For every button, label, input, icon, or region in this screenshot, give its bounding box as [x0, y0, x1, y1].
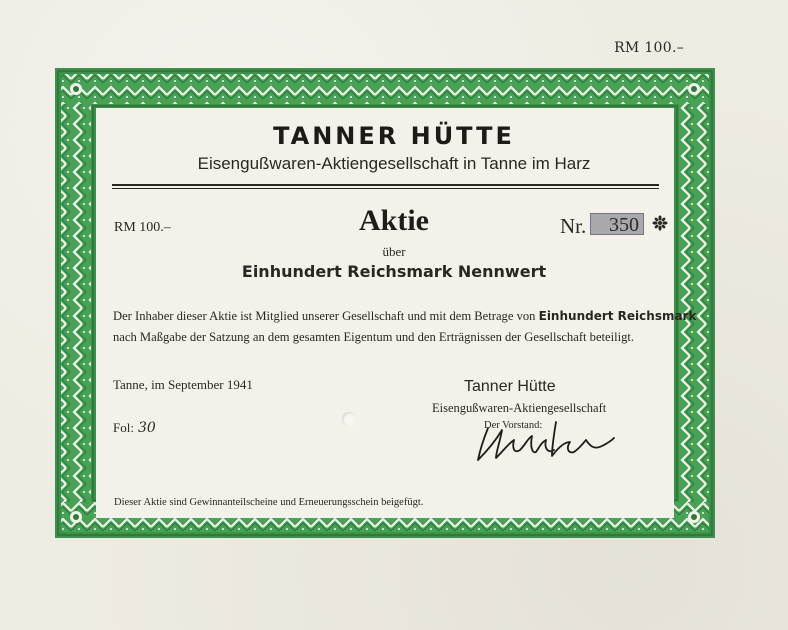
certificate-title: Aktie: [359, 204, 429, 237]
place-date: Tanne, im September 1941: [113, 377, 253, 392]
ueber-text: über: [382, 244, 406, 259]
board-label: Der Vorstand:: [484, 420, 543, 431]
folio-value: 30: [137, 420, 156, 436]
company-subtitle: Eisengußwaren-Aktiengesellschaft in Tanne im Harz: [197, 154, 591, 173]
body-text: [113, 306, 697, 348]
certificate-number: 350: [590, 213, 644, 235]
signature-company: Tanner Hütte: [464, 378, 556, 395]
footer-note: Dieser Aktie sind Gewinnanteilscheine und Erneuerungsschein beigefügt.: [114, 497, 424, 508]
body-line-1-text: Der Inhaber dieser Aktie ist Mitglied unserer Gesellschaft und mit dem Betrage von: [113, 309, 539, 323]
folio: [113, 420, 156, 436]
star-ornament-icon: [652, 215, 668, 231]
corner-denomination: RM 100.–: [614, 40, 684, 56]
folio-label: Fol:: [113, 420, 134, 435]
body-line-1: [113, 306, 697, 327]
header-rule-thin: [112, 188, 659, 189]
header-rule-thick: [112, 184, 659, 186]
number-label: Nr.: [560, 214, 587, 238]
company-name: TANNER HÜTTE: [273, 122, 515, 150]
body-line-1-bold: Einhundert Reichsmark: [538, 309, 697, 323]
denomination-left: RM 100.–: [114, 220, 171, 235]
punch-hole: [342, 412, 356, 426]
body-line-2: nach Maßgabe der Satzung an dem gesamten Eigentum und den Erträgnissen der Gesellschaft beteiligt.: [113, 330, 635, 344]
nominal-value: Einhundert Reichsmark Nennwert: [241, 262, 547, 281]
handwritten-signature: [474, 416, 619, 464]
signature-company-sub: Eisengußwaren-Aktiengesellschaft: [432, 401, 607, 415]
